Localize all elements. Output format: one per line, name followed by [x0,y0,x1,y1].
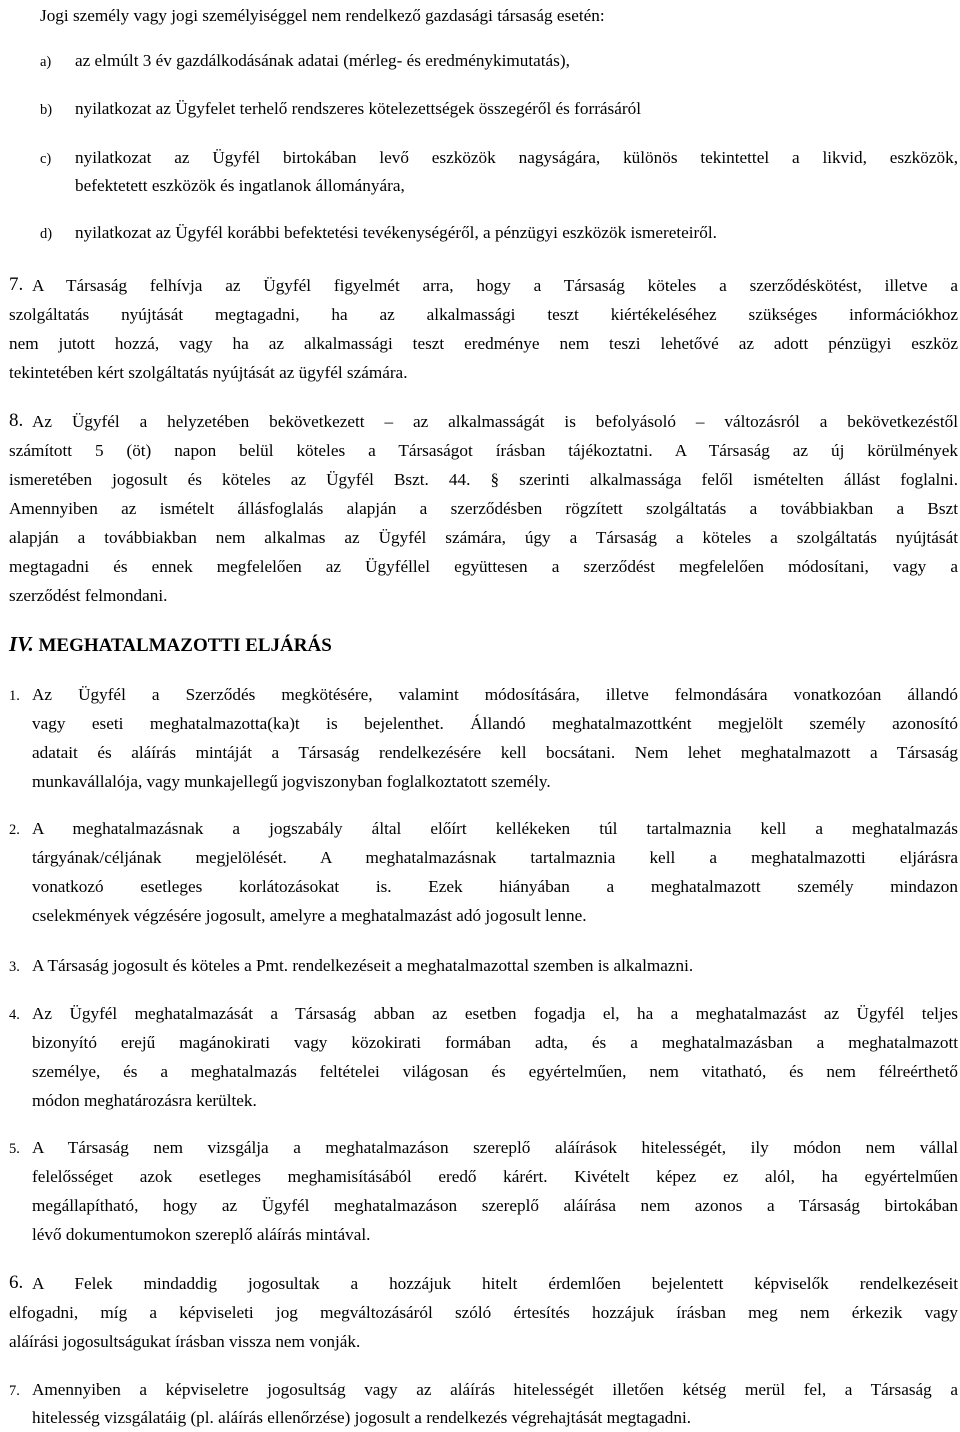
paragraph-number: 7. [9,1383,20,1399]
paragraph-number: 1. [9,688,20,704]
paragraph-line: cselekmények végzésére jogosult, amelyre a meghatalmazást adó jogosult lenne. [32,906,587,925]
paragraph-line: Amennyiben a képviseletre jogosultság vagy az aláírás hitelességét illetően kétség merül fel, a Társaság a [32,1380,958,1399]
paragraph-line: megállapítható, hogy az Ügyfél meghatalmazáson szereplő aláírása nem azonos a Társaság birtokában [32,1196,958,1215]
paragraph-number: 4. [9,1007,20,1023]
paragraph-line: ismeretében jogosult és köteles az Ügyfél Bszt. 44. § szerinti alkalmassága felől ismételten állást foglalni. [9,470,958,489]
paragraph-line: tekintetében kért szolgáltatás nyújtását az ügyfél számára. [9,363,408,382]
item-marker: c) [40,151,52,167]
list-item: befektetett eszközök és ingatlanok állományára, [75,176,405,195]
list-item: nyilatkozat az Ügyfél korábbi befektetési tevékenységéről, a pénzügyi eszközök ismereteiről. [75,223,717,242]
paragraph-line: bizonyító erejű magánokirati vagy közokirati formában adta, és a meghatalmazásban a meghatalmazott [32,1033,958,1052]
paragraph-number: 6. [9,1272,24,1293]
paragraph-number: 3. [9,959,20,975]
section-heading [9,633,332,657]
list-item: az elmúlt 3 év gazdálkodásának adatai (mérleg- és eredménykimutatás), [75,51,570,70]
paragraph-line: A Felek mindaddig jogosultak a hozzájuk hitelt érdemlően bejelentett képviselők rendelkezéseit [32,1274,958,1293]
paragraph-line: megtagadni és ennek megfelelően az Ügyféllel együttesen a szerződést megfelelően módosítani, vagy a [9,557,958,576]
paragraph-line: alapján a továbbiakban nem alkalmas az Ügyfél számára, úgy a Társaság a köteles a szolgáltatás nyújtását [9,528,958,547]
list-item: nyilatkozat az Ügyfelet terhelő rendszeres kötelezettségek összegéről és forrásáról [75,99,641,118]
paragraph-line: A Társaság nem vizsgálja a meghatalmazáson szereplő aláírások hitelességét, ily módon nem vállal [32,1138,958,1157]
paragraph-line: vagy eseti meghatalmazotta(ka)t is bejelenthet. Állandó meghatalmazottként megjelölt személy azonosító [32,714,958,733]
paragraph-line: Az Ügyfél meghatalmazását a Társaság abban az esetben fogadja el, ha a meghatalmazást az Ügyfél teljes [32,1004,958,1023]
paragraph-line: aláírási jogosultságukat írásban vissza nem vonják. [9,1332,361,1351]
paragraph-line: A Társaság felhívja az Ügyfél figyelmét arra, hogy a Társaság köteles a szerződéskötést, illetve a [32,276,958,295]
paragraph-number: 8. [9,410,24,431]
paragraph-line: Az Ügyfél a helyzetében bekövetkezett – az alkalmasságát is befolyásoló – változásról a bekövetkezéstől [32,412,958,431]
item-marker: d) [40,226,53,242]
item-marker: b) [40,102,53,118]
paragraph-line: tárgyának/céljának megjelölését. A meghatalmazásnak tartalmaznia kell a meghatalmazotti eljárásra [32,848,958,867]
paragraph-line: nem jutott hozzá, vagy ha az alkalmassági teszt eredménye nem teszi lehetővé az adott pénzügyi eszköz [9,334,958,353]
paragraph-line: számított 5 (öt) napon belül köteles a Társaságot írásban tájékoztatni. A Társaság az új körülmények [9,441,958,460]
paragraph-number: 7. [9,274,24,295]
paragraph-number: 5. [9,1141,20,1157]
paragraph-line: személye, és a meghatalmazás feltételei világosan és egyértelműen, nem vitatható, és nem félreérthető [32,1062,958,1081]
intro-title: Jogi személy vagy jogi személyiséggel nem rendelkező gazdasági társaság esetén: [40,6,605,25]
paragraph-line: elfogadni, míg a képviseleti jog megváltozásáról szóló értesítés hozzájuk írásban meg nem érkezik vagy [9,1303,958,1322]
paragraph-line: vonatkozó esetleges korlátozásokat is. Ezek hiányában a meghatalmazott személy mindazon [32,877,958,896]
paragraph-line: szerződést felmondani. [9,586,168,605]
paragraph-line: szolgáltatás nyújtását megtagadni, ha az alkalmassági teszt kiértékeléséhez szükséges információkhoz [9,305,958,324]
section-roman-numeral: IV. [9,632,34,656]
paragraph-line: lévő dokumentumokon szereplő aláírás mintával. [32,1225,371,1244]
list-item: nyilatkozat az Ügyfél birtokában levő eszközök nagyságára, különös tekintettel a likvid, eszközök, [75,148,958,167]
paragraph-line: adatait és aláírás mintáját a Társaság rendelkezésére kell bocsátani. Nem lehet meghatalmazott a Társaság [32,743,958,762]
paragraph-line: A Társaság jogosult és köteles a Pmt. rendelkezéseit a meghatalmazottal szemben is alkalmazni. [32,956,694,975]
paragraph-line: felelősséget azok esetleges meghamisításából eredő kárért. Kivételt képez ez alól, ha egyértelműen [32,1167,958,1186]
paragraph-number: 2. [9,822,20,838]
paragraph-line: munkavállalója, vagy munkajellegű jogviszonyban foglalkoztatott személy. [32,772,551,791]
paragraph-line: Az Ügyfél a Szerződés megkötésére, valamint módosítására, illetve felmondására vonatkozóan állandó [32,685,958,704]
paragraph-line: A meghatalmazásnak a jogszabály által előírt kellékeken túl tartalmaznia kell a meghatalmazás [32,819,958,838]
paragraph-line: módon meghatározásra kerültek. [32,1091,257,1110]
item-marker: a) [40,54,52,70]
paragraph-line: hitelesség vizsgálatáig (pl. aláírás ellenőrzése) jogosult a rendelkezés végrehajtását megtagadni. [32,1408,692,1427]
paragraph-line: Amennyiben az ismételt állásfoglalás alapján a szerződésben rögzített szolgáltatás a továbbiakban a Bszt [9,499,958,518]
section-title: MEGHATALMAZOTTI ELJÁRÁS [38,635,332,656]
